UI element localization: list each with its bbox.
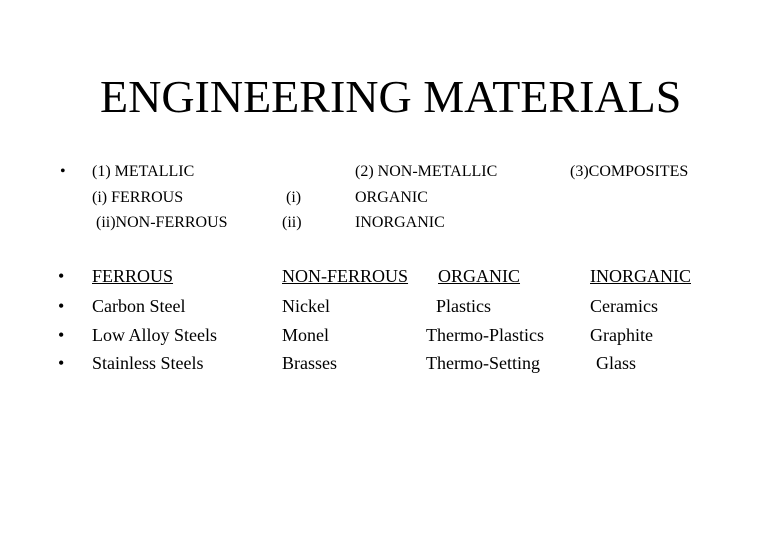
metallic-item-non-ferrous: (ii)NON-FERROUS [96,214,228,231]
bullet: • [58,353,65,373]
metallic-heading: (1) METALLIC [92,163,195,180]
numeral-i: (i) [286,189,302,206]
organic-item: Plastics [436,296,492,316]
organic-item: Thermo-Setting [426,353,540,373]
bullet: • [58,296,65,316]
non-metallic-item-organic: ORGANIC [355,189,428,206]
ferrous-heading: FERROUS [92,266,174,286]
inorganic-item: Ceramics [590,296,658,316]
ferrous-item: Low Alloy Steels [92,325,217,345]
non-metallic-item-inorganic: INORGANIC [355,214,445,231]
non-metallic-heading: (2) NON-METALLIC [355,163,498,180]
organic-item: Thermo-Plastics [426,325,544,345]
inorganic-heading: INORGANIC [590,266,691,286]
non-ferrous-item: Nickel [282,296,330,316]
page-title: ENGINEERING MATERIALS [100,71,682,122]
non-ferrous-item: Monel [282,325,329,345]
inorganic-item: Graphite [590,325,653,345]
bullet: • [60,163,66,180]
bullet: • [58,266,65,286]
ferrous-item: Stainless Steels [92,353,204,373]
non-ferrous-heading: NON-FERROUS [282,266,409,286]
composites-heading: (3)COMPOSITES [570,163,689,180]
metallic-item-ferrous: (i) FERROUS [92,189,184,206]
non-ferrous-item: Brasses [282,353,337,373]
organic-heading: ORGANIC [438,266,521,286]
ferrous-item: Carbon Steel [92,296,186,316]
bullet: • [58,325,65,345]
inorganic-item: Glass [596,353,636,373]
numeral-ii: (ii) [282,214,302,231]
